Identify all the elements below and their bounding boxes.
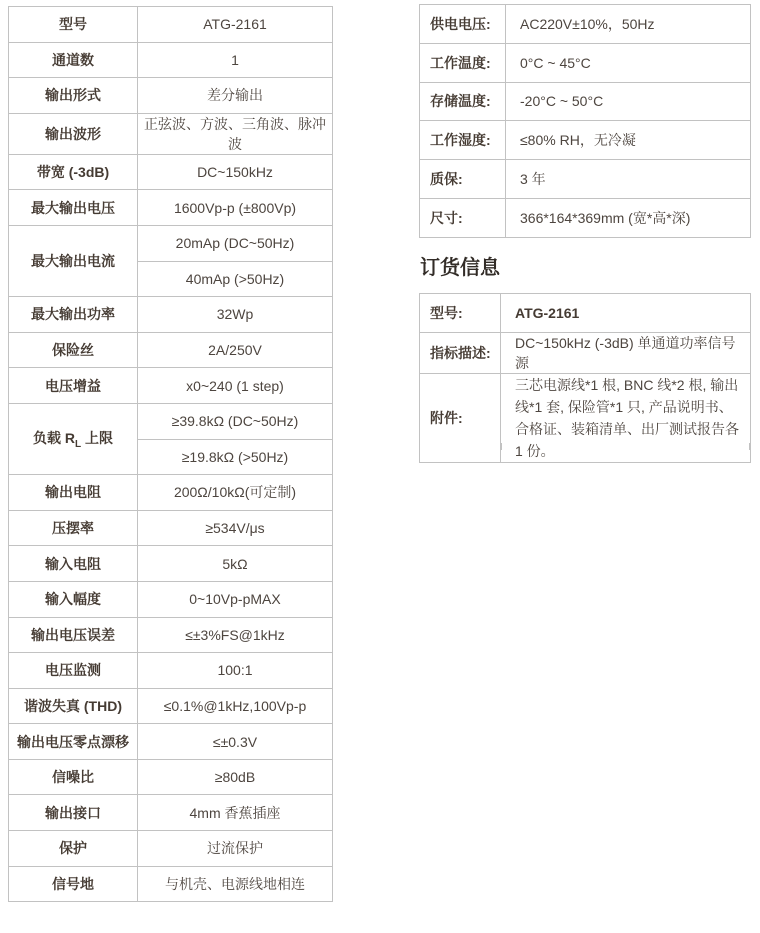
table-row (420, 82, 751, 121)
table-row (9, 653, 333, 689)
spec-label: 带宽 (-3dB) (9, 154, 138, 190)
spec-label: 输出电压误差 (9, 617, 138, 653)
table-row (9, 795, 333, 831)
order-label: 附件: (420, 374, 501, 463)
spec-value: 200Ω/10kΩ(可定制) (138, 475, 333, 511)
env-value: 366*164*369mm (宽*高*深) (506, 198, 751, 237)
spec-table (8, 6, 333, 902)
order-label: 型号: (420, 294, 501, 333)
table-row (9, 154, 333, 190)
spec-value: 差分输出 (138, 78, 333, 114)
table-row (9, 113, 333, 154)
table-row (9, 332, 333, 368)
spec-label: 输入电阻 (9, 546, 138, 582)
table-row (9, 759, 333, 795)
spec-label: 最大输出电流 (9, 225, 138, 296)
subscript-l: L (75, 438, 82, 450)
ordering-table (419, 293, 751, 463)
order-value-model: ATG-2161 (501, 294, 751, 333)
order-label: 指标描述: (420, 333, 501, 374)
spec-label: 输出接口 (9, 795, 138, 831)
table-row (9, 7, 333, 43)
spec-value: x0~240 (1 step) (138, 368, 333, 404)
table-row (420, 121, 751, 160)
spec-label: 型号 (9, 7, 138, 43)
env-label: 供电电压: (420, 5, 506, 44)
spec-value: 1600Vp-p (±800Vp) (138, 190, 333, 226)
table-row (9, 403, 333, 439)
spec-value: 40mAp (>50Hz) (138, 261, 333, 297)
env-label: 存储温度: (420, 82, 506, 121)
spec-value: 1 (138, 42, 333, 78)
table-row (420, 5, 751, 44)
spec-label: 压摆率 (9, 510, 138, 546)
spec-label: 输出波形 (9, 113, 138, 154)
spec-label: 信号地 (9, 866, 138, 902)
env-label: 质保: (420, 160, 506, 199)
spec-label: 通道数 (9, 42, 138, 78)
env-value: -20°C ~ 50°C (506, 82, 751, 121)
spec-label: 输出电压零点漂移 (9, 724, 138, 760)
spec-label: 输入幅度 (9, 581, 138, 617)
table-row (9, 831, 333, 867)
spec-label: 保险丝 (9, 332, 138, 368)
table-row (9, 42, 333, 78)
table-row (420, 43, 751, 82)
spec-value: ≥39.8kΩ (DC~50Hz) (138, 403, 333, 439)
spec-label: 信噪比 (9, 759, 138, 795)
table-row (9, 368, 333, 404)
spec-label: 谐波失真 (THD) (9, 688, 138, 724)
order-value-accessories: 三芯电源线*1 根, BNC 线*2 根, 输出线*1 套, 保险管*1 只, 产品说明书、合格证、装箱清单、出厂测试报告各 1 份。 (501, 374, 751, 463)
spec-value: 0~10Vp-pMAX (138, 581, 333, 617)
table-row (9, 546, 333, 582)
table-row (9, 688, 333, 724)
env-label: 工作温度: (420, 43, 506, 82)
spec-value: 20mAp (DC~50Hz) (138, 225, 333, 261)
env-value: ≤80% RH，无冷凝 (506, 121, 751, 160)
table-row (9, 297, 333, 333)
spec-value: 100:1 (138, 653, 333, 689)
env-label: 工作湿度: (420, 121, 506, 160)
env-label: 尺寸: (420, 198, 506, 237)
table-row (9, 78, 333, 114)
table-row (9, 617, 333, 653)
table-row (9, 475, 333, 511)
spec-value: 4mm 香蕉插座 (138, 795, 333, 831)
spec-label: 保护 (9, 831, 138, 867)
spec-value: 2A/250V (138, 332, 333, 368)
cropped-row-stub (419, 443, 750, 450)
table-row (420, 294, 751, 333)
env-value: 0°C ~ 45°C (506, 43, 751, 82)
spec-value: DC~150kHz (138, 154, 333, 190)
spec-value: 正弦波、方波、三角波、脉冲波 (138, 113, 333, 154)
table-row (9, 510, 333, 546)
table-row (9, 866, 333, 902)
spec-value: ≥534V/μs (138, 510, 333, 546)
table-row (9, 225, 333, 261)
table-row (420, 198, 751, 237)
table-row (9, 724, 333, 760)
env-value: 3 年 (506, 160, 751, 199)
spec-value: ≤±0.3V (138, 724, 333, 760)
spec-value: ≥80dB (138, 759, 333, 795)
environment-table (419, 4, 751, 238)
table-row (9, 581, 333, 617)
ordering-info-title: 订货信息 (420, 257, 500, 279)
spec-label: 负载 $R_L$ 上限 (9, 403, 138, 474)
env-value: AC220V±10%，50Hz (506, 5, 751, 44)
spec-label: 最大输出电压 (9, 190, 138, 226)
spec-value: 5kΩ (138, 546, 333, 582)
spec-value: 与机壳、电源线地相连 (138, 866, 333, 902)
spec-value: 32Wp (138, 297, 333, 333)
spec-label: 电压增益 (9, 368, 138, 404)
spec-value: ≤0.1%@1kHz,100Vp-p (138, 688, 333, 724)
spec-label: 输出形式 (9, 78, 138, 114)
spec-value: ≤±3%FS@1kHz (138, 617, 333, 653)
table-row (9, 190, 333, 226)
spec-value: ≥19.8kΩ (>50Hz) (138, 439, 333, 475)
spec-label: 电压监测 (9, 653, 138, 689)
table-row (420, 160, 751, 199)
cropped-row-divider (501, 443, 502, 450)
table-row (420, 333, 751, 374)
spec-label: 输出电阻 (9, 475, 138, 511)
spec-value: ATG-2161 (138, 7, 333, 43)
spec-value: 过流保护 (138, 831, 333, 867)
order-value-description: DC~150kHz (-3dB) 单通道功率信号源 (501, 333, 751, 374)
spec-label: 最大输出功率 (9, 297, 138, 333)
